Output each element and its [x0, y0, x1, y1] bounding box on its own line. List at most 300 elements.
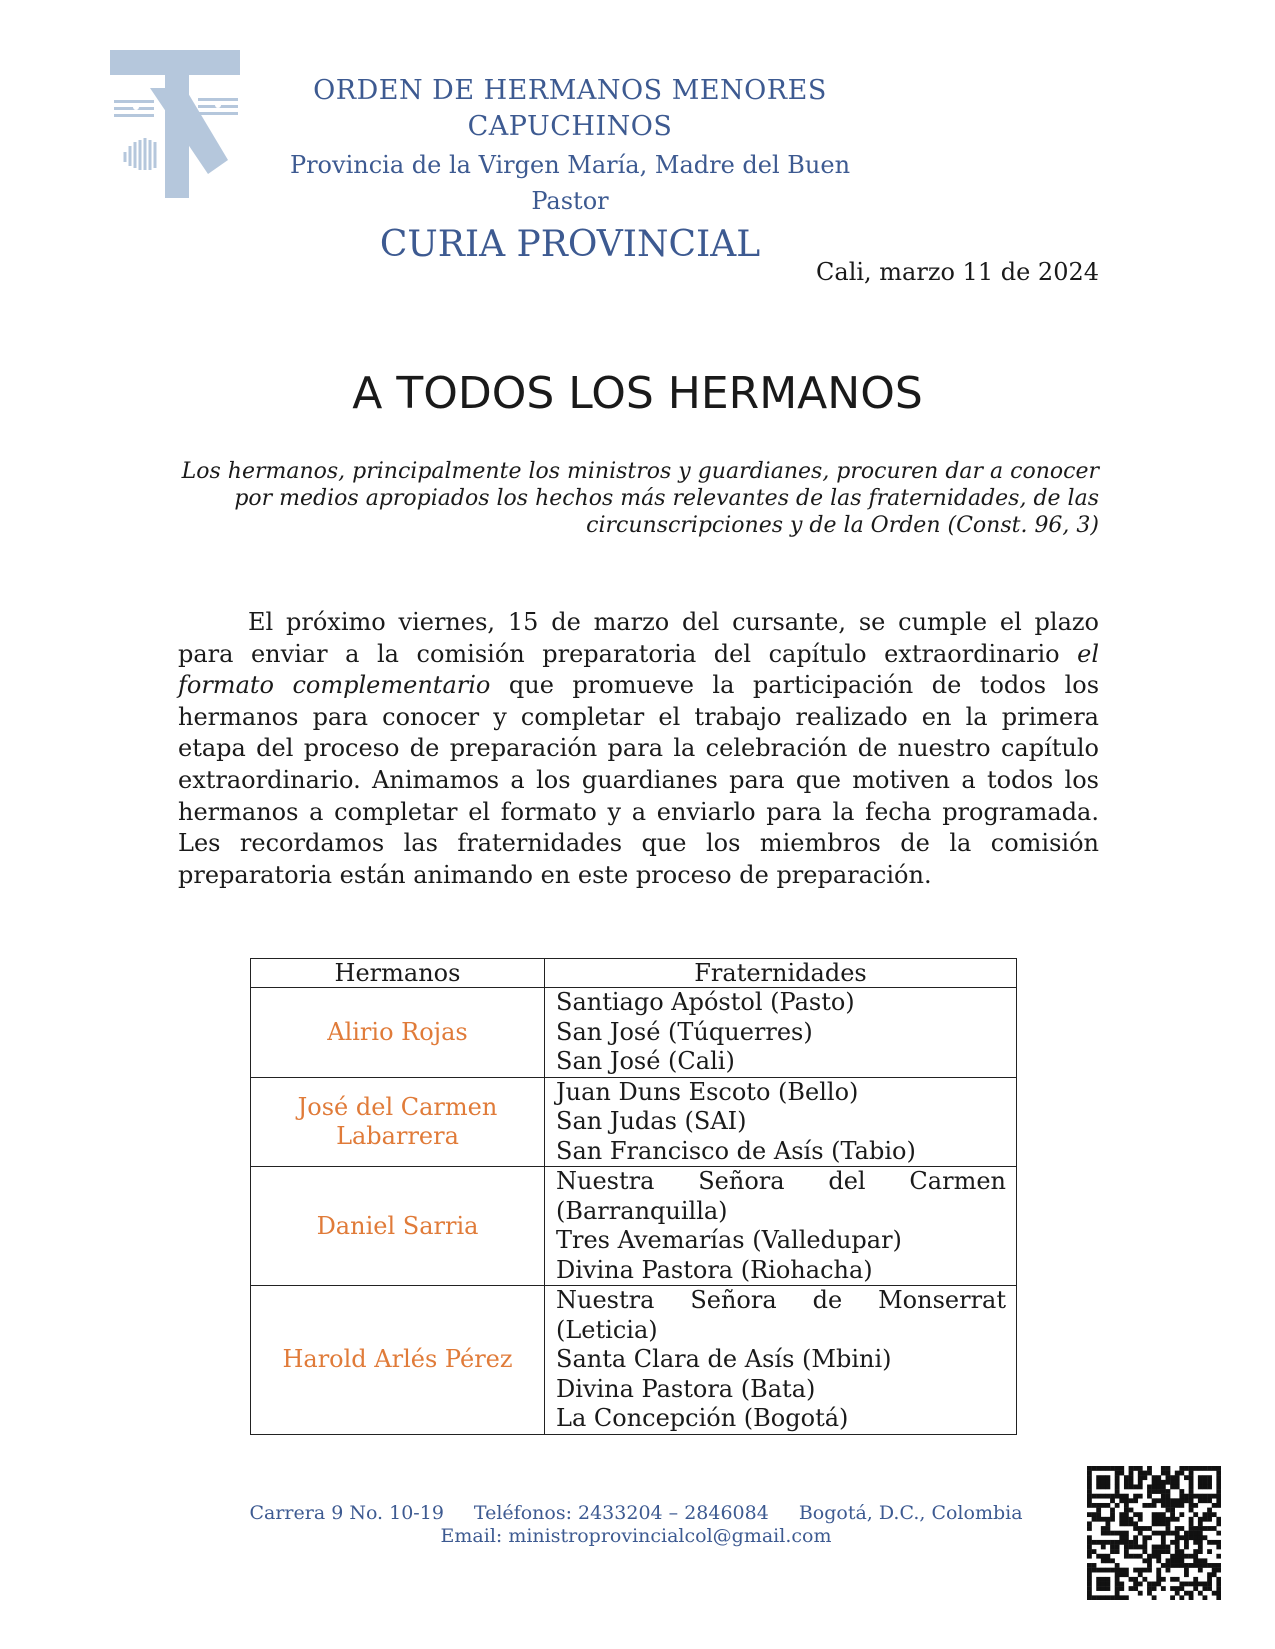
- qr-module: [1198, 1582, 1203, 1587]
- qr-module: [1124, 1498, 1129, 1503]
- qr-module: [1124, 1595, 1129, 1600]
- qr-module: [1189, 1494, 1194, 1499]
- qr-module: [1092, 1517, 1097, 1522]
- table-row: [251, 1167, 1017, 1286]
- qr-module: [1138, 1568, 1143, 1573]
- qr-module: [1101, 1480, 1106, 1485]
- qr-module: [1212, 1466, 1217, 1471]
- body-emphasis: el formato complementario: [178, 639, 1099, 700]
- qr-module: [1179, 1503, 1184, 1508]
- qr-module: [1161, 1517, 1166, 1522]
- qr-module: [1166, 1494, 1171, 1499]
- fraternity-item: San José (Túquerres): [556, 1017, 813, 1046]
- qr-module: [1152, 1549, 1157, 1554]
- qr-module: [1189, 1526, 1194, 1531]
- qr-module: [1115, 1494, 1120, 1499]
- qr-module: [1087, 1489, 1092, 1494]
- qr-module: [1166, 1545, 1171, 1550]
- qr-module: [1184, 1540, 1189, 1545]
- qr-module: [1101, 1484, 1106, 1489]
- qr-module: [1129, 1521, 1134, 1526]
- qr-module: [1115, 1549, 1120, 1554]
- qr-module: [1115, 1484, 1120, 1489]
- qr-module: [1138, 1591, 1143, 1596]
- qr-module: [1096, 1484, 1101, 1489]
- qr-module: [1138, 1512, 1143, 1517]
- qr-module: [1216, 1540, 1221, 1545]
- order-name: ORDEN DE HERMANOS MENORES CAPUCHINOS: [313, 75, 827, 142]
- qr-module: [1105, 1558, 1110, 1563]
- qr-module: [1142, 1471, 1147, 1476]
- qr-module: [1170, 1498, 1175, 1503]
- qr-module: [1175, 1558, 1180, 1563]
- qr-module: [1152, 1595, 1157, 1600]
- qr-module: [1105, 1582, 1110, 1587]
- qr-module: [1207, 1540, 1212, 1545]
- qr-module: [1133, 1554, 1138, 1559]
- qr-module: [1198, 1475, 1203, 1480]
- qr-module: [1096, 1508, 1101, 1513]
- qr-module: [1152, 1554, 1157, 1559]
- qr-module: [1129, 1466, 1134, 1471]
- qr-module: [1175, 1563, 1180, 1568]
- qr-module: [1096, 1480, 1101, 1485]
- qr-module: [1193, 1531, 1198, 1536]
- qr-module: [1129, 1540, 1134, 1545]
- qr-module: [1212, 1591, 1217, 1596]
- qr-module: [1198, 1494, 1203, 1499]
- qr-module: [1198, 1549, 1203, 1554]
- qr-module: [1096, 1586, 1101, 1591]
- qr-module: [1124, 1484, 1129, 1489]
- qr-module: [1216, 1568, 1221, 1573]
- qr-module: [1198, 1498, 1203, 1503]
- qr-module: [1115, 1582, 1120, 1587]
- qr-module: [1170, 1531, 1175, 1536]
- qr-module: [1216, 1521, 1221, 1526]
- qr-module: [1105, 1475, 1110, 1480]
- qr-module: [1170, 1595, 1175, 1600]
- qr-module: [1096, 1512, 1101, 1517]
- header-fraternities: Fraternidades: [545, 959, 1017, 988]
- qr-module: [1133, 1586, 1138, 1591]
- qr-module: [1105, 1480, 1110, 1485]
- qr-module: [1087, 1549, 1092, 1554]
- qr-module: [1156, 1498, 1161, 1503]
- qr-module: [1119, 1466, 1124, 1471]
- qr-module: [1175, 1484, 1180, 1489]
- qr-module: [1212, 1512, 1217, 1517]
- addressee-heading: A TODOS LOS HERMANOS: [352, 368, 923, 419]
- qr-module: [1105, 1521, 1110, 1526]
- qr-module: [1170, 1475, 1175, 1480]
- qr-module: [1166, 1489, 1171, 1494]
- qr-module: [1105, 1466, 1110, 1471]
- qr-module: [1152, 1498, 1157, 1503]
- qr-module: [1138, 1517, 1143, 1522]
- qr-module: [1147, 1591, 1152, 1596]
- qr-module: [1110, 1498, 1115, 1503]
- qr-module: [1212, 1568, 1217, 1573]
- qr-module: [1092, 1466, 1097, 1471]
- qr-module: [1170, 1558, 1175, 1563]
- qr-module: [1115, 1489, 1120, 1494]
- table-row: [251, 988, 1017, 1078]
- qr-module: [1119, 1471, 1124, 1476]
- qr-module: [1133, 1545, 1138, 1550]
- qr-module: [1124, 1480, 1129, 1485]
- qr-module: [1096, 1582, 1101, 1587]
- qr-module: [1087, 1586, 1092, 1591]
- qr-module: [1156, 1572, 1161, 1577]
- qr-module: [1138, 1572, 1143, 1577]
- fraternity-item: San Judas (SAI): [556, 1107, 747, 1135]
- qr-module: [1110, 1466, 1115, 1471]
- qr-module: [1138, 1466, 1143, 1471]
- qr-module: [1096, 1540, 1101, 1545]
- qr-module: [1179, 1512, 1184, 1517]
- qr-module: [1207, 1549, 1212, 1554]
- qr-module: [1092, 1503, 1097, 1508]
- qr-module: [1087, 1572, 1092, 1577]
- qr-module: [1184, 1568, 1189, 1573]
- qr-module: [1147, 1554, 1152, 1559]
- qr-module: [1087, 1484, 1092, 1489]
- qr-module: [1189, 1591, 1194, 1596]
- qr-module: [1101, 1466, 1106, 1471]
- fraternity-list: [545, 1286, 1017, 1435]
- qr-module: [1110, 1517, 1115, 1522]
- qr-module: [1184, 1531, 1189, 1536]
- qr-module: [1166, 1526, 1171, 1531]
- fraternity-item: Santa Clara de Asís (Mbini): [556, 1345, 892, 1373]
- qr-module: [1115, 1572, 1120, 1577]
- qr-module: [1152, 1484, 1157, 1489]
- body-part-2: que promueve la participación de todos los hermanos para conocer y completar el trabajo realizado en la primera etapa del proceso de preparación para la celebración de nuestro capítulo extraordinario. Animamos a los guardianes para que motiven a todos los hermanos a completar el formato y a enviarlo para la fecha programada. Les recordamos las fraternidades que los miembros de la comisión preparatoria están animando en este proceso de preparación.: [178, 671, 1100, 889]
- qr-module: [1203, 1595, 1208, 1600]
- qr-module: [1161, 1577, 1166, 1582]
- qr-module: [1087, 1595, 1092, 1600]
- qr-module: [1115, 1591, 1120, 1596]
- qr-module: [1193, 1563, 1198, 1568]
- qr-module: [1087, 1471, 1092, 1476]
- qr-module: [1193, 1512, 1198, 1517]
- qr-module: [1161, 1545, 1166, 1550]
- qr-module: [1115, 1577, 1120, 1582]
- qr-module: [1087, 1521, 1092, 1526]
- letter-date: Cali, marzo 11 de 2024: [816, 258, 1099, 286]
- qr-module: [1101, 1494, 1106, 1499]
- qr-module: [1138, 1480, 1143, 1485]
- qr-module: [1207, 1582, 1212, 1587]
- qr-module: [1193, 1577, 1198, 1582]
- qr-module: [1175, 1554, 1180, 1559]
- qr-module: [1216, 1554, 1221, 1559]
- qr-module: [1161, 1466, 1166, 1471]
- qr-module: [1105, 1484, 1110, 1489]
- brother-name: Alirio Rojas: [251, 988, 545, 1078]
- qr-module: [1161, 1484, 1166, 1489]
- footer-address: Carrera 9 No. 10-19: [249, 1502, 444, 1524]
- qr-module: [1101, 1595, 1106, 1600]
- qr-module: [1207, 1466, 1212, 1471]
- qr-module: [1119, 1572, 1124, 1577]
- qr-module: [1129, 1471, 1134, 1476]
- fraternity-item: Juan Duns Escoto (Bello): [556, 1077, 859, 1106]
- brother-name: Harold Arlés Pérez: [251, 1286, 545, 1435]
- qr-module: [1101, 1475, 1106, 1480]
- qr-module: [1193, 1466, 1198, 1471]
- qr-module: [1147, 1563, 1152, 1568]
- qr-module: [1175, 1591, 1180, 1596]
- qr-module: [1133, 1526, 1138, 1531]
- qr-module: [1152, 1531, 1157, 1536]
- qr-module: [1138, 1484, 1143, 1489]
- qr-module: [1110, 1540, 1115, 1545]
- qr-module: [1207, 1508, 1212, 1513]
- qr-module: [1147, 1568, 1152, 1573]
- qr-module: [1207, 1494, 1212, 1499]
- capuchin-tau-logo: [110, 50, 250, 210]
- qr-module: [1184, 1554, 1189, 1559]
- qr-module: [1147, 1471, 1152, 1476]
- qr-module: [1124, 1494, 1129, 1499]
- qr-module: [1189, 1554, 1194, 1559]
- qr-module: [1166, 1558, 1171, 1563]
- qr-module: [1119, 1595, 1124, 1600]
- qr-module: [1129, 1577, 1134, 1582]
- qr-module: [1203, 1498, 1208, 1503]
- qr-module: [1156, 1512, 1161, 1517]
- qr-module: [1198, 1526, 1203, 1531]
- qr-module: [1166, 1503, 1171, 1508]
- qr-module: [1189, 1563, 1194, 1568]
- qr-module: [1124, 1517, 1129, 1522]
- qr-module: [1142, 1535, 1147, 1540]
- footer-city: Bogotá, D.C., Colombia: [798, 1502, 1023, 1524]
- qr-module: [1087, 1577, 1092, 1582]
- qr-module: [1207, 1572, 1212, 1577]
- qr-code: [1087, 1466, 1221, 1600]
- qr-module: [1129, 1484, 1134, 1489]
- qr-module: [1175, 1577, 1180, 1582]
- qr-module: [1105, 1577, 1110, 1582]
- qr-module: [1161, 1540, 1166, 1545]
- qr-module: [1101, 1568, 1106, 1573]
- qr-module: [1087, 1545, 1092, 1550]
- qr-module: [1087, 1582, 1092, 1587]
- qr-module: [1110, 1558, 1115, 1563]
- qr-module: [1179, 1526, 1184, 1531]
- qr-module: [1184, 1545, 1189, 1550]
- qr-module: [1133, 1577, 1138, 1582]
- qr-module: [1147, 1535, 1152, 1540]
- qr-module: [1105, 1586, 1110, 1591]
- qr-module: [1156, 1531, 1161, 1536]
- qr-module: [1133, 1484, 1138, 1489]
- qr-module: [1092, 1512, 1097, 1517]
- qr-module: [1179, 1498, 1184, 1503]
- qr-module: [1175, 1498, 1180, 1503]
- qr-module: [1133, 1540, 1138, 1545]
- qr-module: [1152, 1503, 1157, 1508]
- qr-module: [1166, 1549, 1171, 1554]
- qr-module: [1203, 1535, 1208, 1540]
- qr-module: [1124, 1503, 1129, 1508]
- qr-module: [1129, 1508, 1134, 1513]
- qr-module: [1161, 1498, 1166, 1503]
- assignments-table: [250, 958, 1017, 1435]
- qr-module: [1119, 1582, 1124, 1587]
- fraternity-list: [545, 988, 1017, 1078]
- qr-module: [1087, 1568, 1092, 1573]
- qr-module: [1101, 1554, 1106, 1559]
- qr-module: [1156, 1549, 1161, 1554]
- qr-module: [1096, 1475, 1101, 1480]
- fraternity-item: San José (Cali): [556, 1047, 735, 1075]
- letterhead: [260, 73, 880, 269]
- qr-module: [1207, 1512, 1212, 1517]
- qr-module: [1175, 1549, 1180, 1554]
- qr-module: [1198, 1545, 1203, 1550]
- qr-module: [1115, 1480, 1120, 1485]
- qr-module: [1161, 1494, 1166, 1499]
- qr-module: [1207, 1517, 1212, 1522]
- qr-module: [1166, 1568, 1171, 1573]
- qr-module: [1152, 1512, 1157, 1517]
- qr-module: [1184, 1591, 1189, 1596]
- qr-module: [1115, 1475, 1120, 1480]
- qr-module: [1212, 1572, 1217, 1577]
- qr-module: [1175, 1480, 1180, 1485]
- table-row: [251, 1286, 1017, 1435]
- qr-module: [1161, 1521, 1166, 1526]
- qr-module: [1216, 1517, 1221, 1522]
- qr-module: [1152, 1475, 1157, 1480]
- qr-module: [1216, 1480, 1221, 1485]
- qr-module: [1203, 1558, 1208, 1563]
- qr-module: [1189, 1503, 1194, 1508]
- qr-module: [1110, 1494, 1115, 1499]
- qr-module: [1133, 1466, 1138, 1471]
- qr-module: [1129, 1554, 1134, 1559]
- qr-module: [1147, 1466, 1152, 1471]
- qr-module: [1119, 1535, 1124, 1540]
- qr-module: [1203, 1586, 1208, 1591]
- qr-module: [1184, 1563, 1189, 1568]
- qr-module: [1142, 1558, 1147, 1563]
- qr-module: [1166, 1531, 1171, 1536]
- qr-module: [1203, 1480, 1208, 1485]
- qr-module: [1147, 1586, 1152, 1591]
- qr-module: [1203, 1475, 1208, 1480]
- qr-module: [1216, 1475, 1221, 1480]
- qr-module: [1087, 1540, 1092, 1545]
- qr-module: [1096, 1503, 1101, 1508]
- qr-module: [1207, 1480, 1212, 1485]
- curia-title: CURIA PROVINCIAL: [379, 224, 761, 265]
- qr-module: [1156, 1475, 1161, 1480]
- qr-module: [1133, 1498, 1138, 1503]
- qr-module: [1166, 1471, 1171, 1476]
- qr-module: [1119, 1540, 1124, 1545]
- qr-module: [1203, 1526, 1208, 1531]
- qr-module: [1156, 1558, 1161, 1563]
- qr-module: [1092, 1549, 1097, 1554]
- qr-module: [1087, 1591, 1092, 1596]
- qr-module: [1193, 1535, 1198, 1540]
- qr-module: [1115, 1586, 1120, 1591]
- qr-module: [1105, 1503, 1110, 1508]
- qr-module: [1193, 1554, 1198, 1559]
- qr-module: [1129, 1545, 1134, 1550]
- qr-module: [1161, 1549, 1166, 1554]
- qr-module: [1170, 1554, 1175, 1559]
- qr-module: [1124, 1508, 1129, 1513]
- qr-module: [1189, 1508, 1194, 1513]
- qr-module: [1087, 1563, 1092, 1568]
- qr-module: [1101, 1545, 1106, 1550]
- qr-module: [1142, 1549, 1147, 1554]
- qr-module: [1170, 1480, 1175, 1485]
- qr-module: [1110, 1508, 1115, 1513]
- qr-module: [1198, 1540, 1203, 1545]
- qr-module: [1142, 1540, 1147, 1545]
- qr-module: [1096, 1554, 1101, 1559]
- qr-module: [1203, 1517, 1208, 1522]
- qr-module: [1216, 1484, 1221, 1489]
- qr-module: [1110, 1512, 1115, 1517]
- qr-module: [1161, 1535, 1166, 1540]
- qr-module: [1179, 1563, 1184, 1568]
- fraternity-item: Nuestra Señora de Monserrat (Leticia): [556, 1286, 1006, 1344]
- qr-module: [1203, 1563, 1208, 1568]
- qr-module: [1142, 1568, 1147, 1573]
- table-header-row: [251, 959, 1017, 988]
- qr-module: [1092, 1494, 1097, 1499]
- qr-module: [1147, 1494, 1152, 1499]
- footer-contact-line: [226, 1502, 1046, 1525]
- qr-module: [1124, 1545, 1129, 1550]
- qr-module: [1087, 1512, 1092, 1517]
- qr-module: [1152, 1521, 1157, 1526]
- qr-module: [1087, 1480, 1092, 1485]
- qr-module: [1203, 1494, 1208, 1499]
- qr-module: [1142, 1545, 1147, 1550]
- qr-module: [1105, 1554, 1110, 1559]
- qr-module: [1170, 1540, 1175, 1545]
- qr-module: [1212, 1540, 1217, 1545]
- qr-module: [1101, 1531, 1106, 1536]
- qr-module: [1189, 1471, 1194, 1476]
- letter-footer: [226, 1502, 1046, 1548]
- qr-module: [1198, 1568, 1203, 1573]
- qr-module: [1115, 1471, 1120, 1476]
- qr-module: [1161, 1471, 1166, 1476]
- qr-module: [1193, 1586, 1198, 1591]
- qr-module: [1161, 1480, 1166, 1485]
- qr-module: [1170, 1484, 1175, 1489]
- qr-module: [1198, 1563, 1203, 1568]
- footer-phones: Teléfonos: 2433204 – 2846084: [473, 1502, 769, 1524]
- qr-module: [1189, 1531, 1194, 1536]
- qr-module: [1175, 1526, 1180, 1531]
- fraternity-list: [545, 1077, 1017, 1167]
- qr-module: [1175, 1540, 1180, 1545]
- qr-module: [1119, 1531, 1124, 1536]
- qr-module: [1207, 1586, 1212, 1591]
- qr-module: [1156, 1489, 1161, 1494]
